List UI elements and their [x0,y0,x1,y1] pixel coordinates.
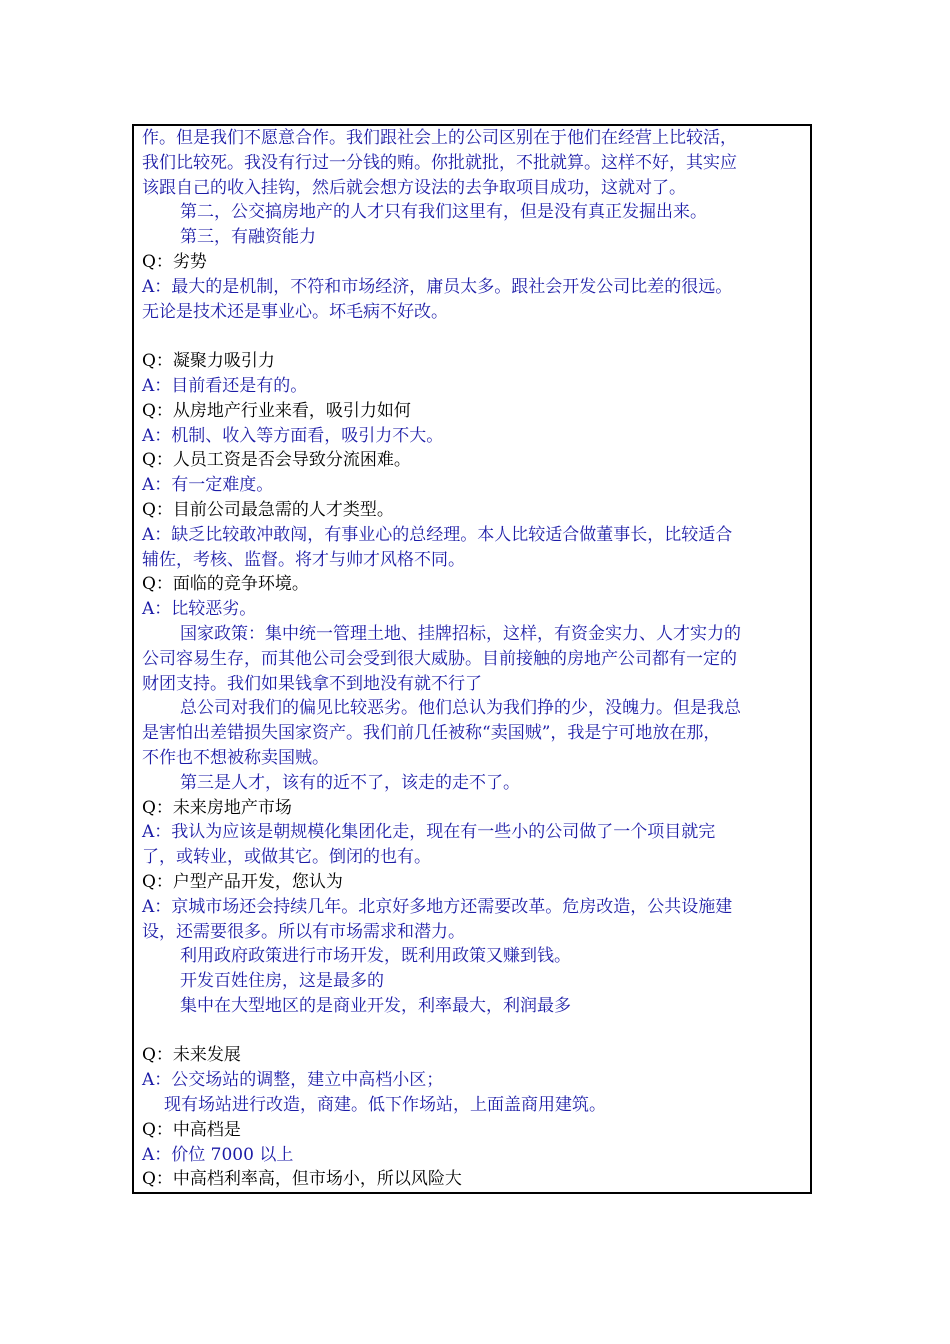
answer-line: 第三，有融资能力 [180,227,316,248]
answer-line: 我们比较死。我没有行过一分钱的贿。你批就批，不批就算。这样不好，其实应 [142,152,737,173]
answer-line: 第三是人才，该有的近不了，该走的走不了。 [180,772,520,793]
question-line: Q：未来房地产市场 [142,797,292,818]
question-line: Q：目前公司最急需的人才类型。 [142,499,394,520]
question-line: Q：中高档是 [142,1119,241,1140]
answer-line: 作。但是我们不愿意合作。我们跟社会上的公司区别在于他们在经营上比较活， [142,128,737,148]
answer-line: 无论是技术还是事业心。坏毛病不好改。 [142,301,448,322]
answer-line: 集中在大型地区的是商业开发，利率最大，利润最多 [180,995,571,1016]
answer-line: 第二，公交搞房地产的人才只有我们这里有，但是没有真正发掘出来。 [180,202,707,223]
answer-line: A：目前看还是有的。 [142,375,308,396]
answer-line: 设，还需要很多。所以有市场需求和潜力。 [142,921,465,942]
answer-line: A：最大的是机制，不符和市场经济，庸员太多。跟社会开发公司比差的很远。 [142,276,733,297]
answer-line: A：公交场站的调整，建立中高档小区； [142,1070,444,1091]
answer-line: 财团支持。我们如果钱拿不到地没有就不行了 [142,673,482,694]
answer-line: A：缺乏比较敢冲敢闯，有事业心的总经理。本人比较适合做董事长，比较适合 [142,524,733,545]
blank-line [142,324,810,349]
question-line: Q：面临的竞争环境。 [142,574,309,595]
answer-line: 利用政府政策进行市场开发，既利用政策又赚到钱。 [180,946,571,967]
answer-line: A：有一定难度。 [142,475,274,496]
interview-content [142,126,810,1192]
question-line: Q：户型产品开发，您认为 [142,871,343,892]
answer-line: A：价位 7000 以上 [142,1144,294,1165]
answer-line: A：比较恶劣。 [142,599,257,620]
answer-line: A：机制、收入等方面看，吸引力不大。 [142,425,444,446]
answer-line: 现有场站进行改造，商建。低下作场站，上面盖商用建筑。 [164,1095,606,1116]
question-line: Q：未来发展 [142,1045,241,1066]
question-line: Q：人员工资是否会导致分流困难。 [142,450,411,471]
question-line: Q：中高档利率高，但市场小，所以风险大 [142,1169,462,1190]
blank-line [142,1019,810,1044]
answer-line: 是害怕出差错损失国家资产。我们前几任被称“卖国贼”，我是宁可地放在那， [142,723,721,744]
question-line: Q：劣势 [142,251,207,272]
answer-line: 了，或转业，或做其它。倒闭的也有。 [142,847,431,868]
answer-line: 该跟自己的收入挂钩，然后就会想方设法的去争取项目成功，这就对了。 [142,177,686,198]
answer-line: 开发百姓住房，这是最多的 [180,971,384,992]
question-line: Q：从房地产行业来看，吸引力如何 [142,400,411,421]
answer-line: 总公司对我们的偏见比较恶劣。他们总认为我们挣的少，没魄力。但是我总 [180,698,741,719]
answer-line: A：京城市场还会持续几年。北京好多地方还需要改革。危房改造，公共设施建 [142,896,733,917]
answer-line: 国家政策：集中统一管理土地、挂牌招标，这样，有资金实力、人才实力的 [180,623,741,644]
answer-line: 不作也不想被称卖国贼。 [142,747,329,768]
answer-line: A：我认为应该是朝规模化集团化走，现在有一些小的公司做了一个项目就完 [142,822,716,843]
answer-line: 辅佐，考核、监督。将才与帅才风格不同。 [142,549,465,570]
answer-line: 公司容易生存，而其他公司会受到很大威胁。目前接触的房地产公司都有一定的 [142,648,737,669]
question-line: Q：凝聚力吸引力 [142,351,275,372]
